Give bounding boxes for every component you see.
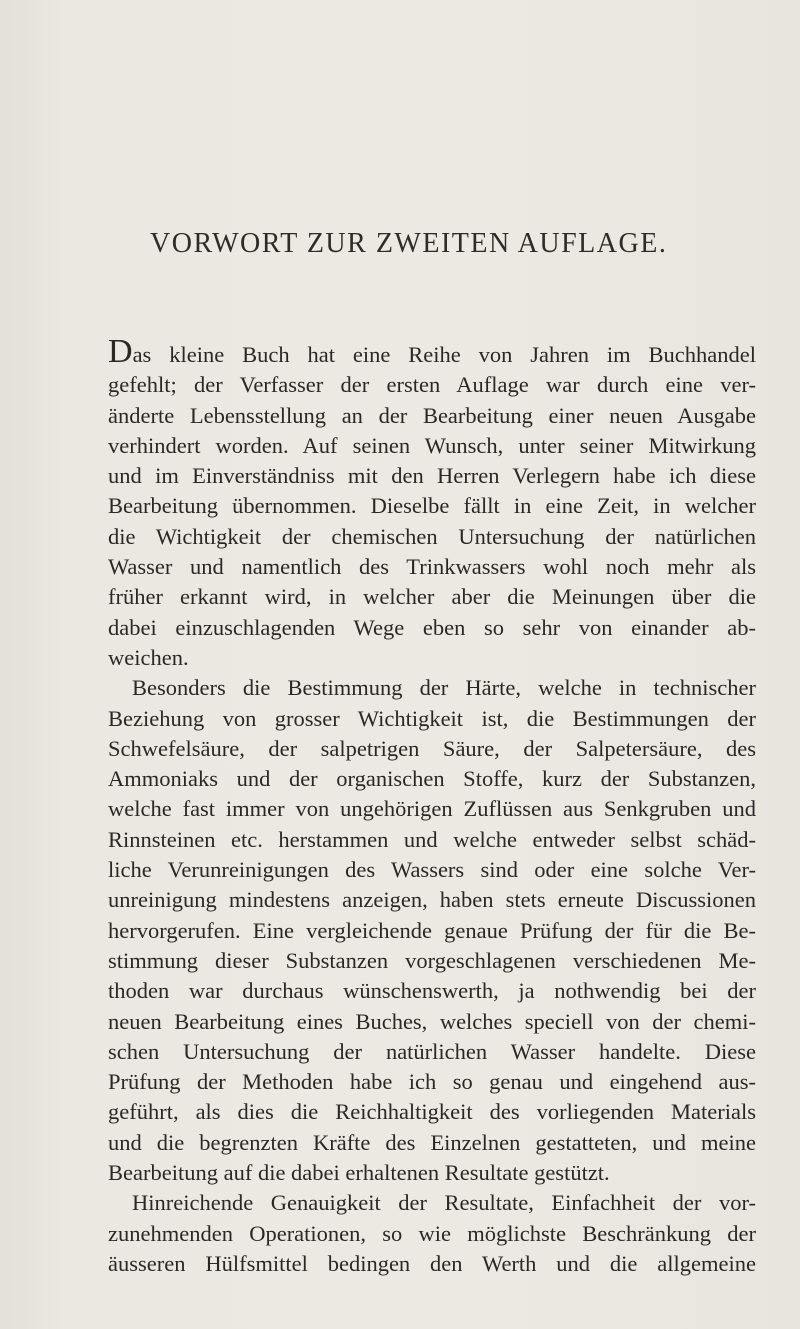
text-line: [108, 522, 756, 552]
text-line: [108, 1067, 756, 1097]
text-line: [108, 1219, 756, 1249]
drop-cap: D: [108, 333, 133, 370]
line-text: Schwefelsäure, der salpetrigen Säure, der Salpetersäure, des: [108, 735, 756, 761]
text-line: [108, 643, 756, 673]
line-text: und im Einverständniss mit den Herren Verlegern habe ich diese: [108, 463, 756, 489]
line-text: Prüfung der Methoden habe ich so genau und eingehend aus-: [108, 1069, 756, 1095]
text-line: [108, 734, 756, 764]
line-text: Bearbeitung übernommen. Dieselbe fällt in eine Zeit, in welcher: [108, 493, 756, 519]
text-line: [108, 491, 756, 521]
text-line: [108, 1128, 756, 1158]
line-text: Ammoniaks und der organischen Stoffe, kurz der Substanzen,: [108, 766, 756, 792]
text-line: [108, 1188, 756, 1218]
line-text: äusseren Hülfsmittel bedingen den Werth und die allgemeine: [108, 1250, 756, 1276]
text-line: [108, 916, 756, 946]
line-text: änderte Lebensstellung an der Bearbeitung einer neuen Ausgabe: [108, 402, 756, 428]
line-text: zunehmenden Operationen, so wie möglichste Beschränkung der: [108, 1220, 756, 1246]
line-text: thoden war durchaus wünschenswerth, ja nothwendig bei der: [108, 978, 756, 1004]
line-text: geführt, als dies die Reichhaltigkeit des vorliegenden Materials: [108, 1099, 756, 1125]
line-text: as kleine Buch hat eine Reihe von Jahren im Buchhandel: [132, 342, 756, 367]
line-text: Wasser und namentlich des Trinkwassers wohl noch mehr als: [108, 554, 756, 580]
line-text: stimmung dieser Substanzen vorgeschlagenen verschiedenen Me-: [108, 947, 756, 973]
text-line: [108, 333, 756, 370]
line-text: Beziehung von grosser Wichtigkeit ist, die Bestimmungen der: [108, 705, 756, 731]
text-line: [108, 673, 756, 703]
text-line: [108, 1249, 756, 1279]
text-line: [108, 764, 756, 794]
line-text: verhindert worden. Auf seinen Wunsch, unter seiner Mitwirkung: [108, 432, 756, 458]
text-line: [108, 431, 756, 461]
line-text: unreinigung mindestens anzeigen, haben stets erneute Discussionen: [108, 887, 756, 913]
body-text: [108, 333, 756, 1279]
text-line: [108, 613, 756, 643]
line-text: Hinreichende Genauigkeit der Resultate, Einfachheit der vor-: [132, 1190, 756, 1216]
text-line: [108, 825, 756, 855]
line-text: und die begrenzten Kräfte des Einzelnen gestatteten, und meine: [108, 1129, 756, 1155]
text-line: [108, 401, 756, 431]
text-line: [108, 976, 756, 1006]
line-text: schen Untersuchung der natürlichen Wasser handelte. Diese: [108, 1038, 756, 1064]
text-line: [108, 582, 756, 612]
line-text: liche Verunreinigungen des Wassers sind oder eine solche Ver-: [108, 857, 756, 883]
text-line: [108, 1097, 756, 1127]
text-line: [108, 461, 756, 491]
text-line: [108, 1037, 756, 1067]
line-text: neuen Bearbeitung eines Buches, welches speciell von der chemi-: [108, 1008, 756, 1034]
page-heading: VORWORT ZUR ZWEITEN AUFLAGE.: [150, 228, 668, 259]
text-line: [108, 794, 756, 824]
line-text: weichen.: [108, 644, 189, 670]
line-text: Besonders die Bestimmung der Härte, welche in technischer: [132, 675, 756, 701]
text-line: [108, 1007, 756, 1037]
line-text: Bearbeitung auf die dabei erhaltenen Resultate gestützt.: [108, 1160, 610, 1186]
text-line: [108, 885, 756, 915]
line-text: früher erkannt wird, in welcher aber die Meinungen über die: [108, 584, 756, 610]
text-line: [108, 946, 756, 976]
text-line: [108, 855, 756, 885]
line-text: hervorgerufen. Eine vergleichende genaue Prüfung der für die Be-: [108, 917, 756, 943]
line-text: Rinnsteinen etc. herstammen und welche entweder selbst schäd-: [108, 826, 756, 852]
text-line: [108, 1158, 756, 1188]
text-line: [108, 704, 756, 734]
text-line: [108, 552, 756, 582]
line-text: die Wichtigkeit der chemischen Untersuchung der natürlichen: [108, 523, 756, 549]
line-text: welche fast immer von ungehörigen Zuflüssen aus Senkgruben und: [108, 796, 756, 822]
text-line: [108, 370, 756, 400]
line-text: gefehlt; der Verfasser der ersten Auflage war durch eine ver-: [108, 372, 756, 398]
line-text: dabei einzuschlagenden Wege eben so sehr von einander ab-: [108, 614, 756, 640]
